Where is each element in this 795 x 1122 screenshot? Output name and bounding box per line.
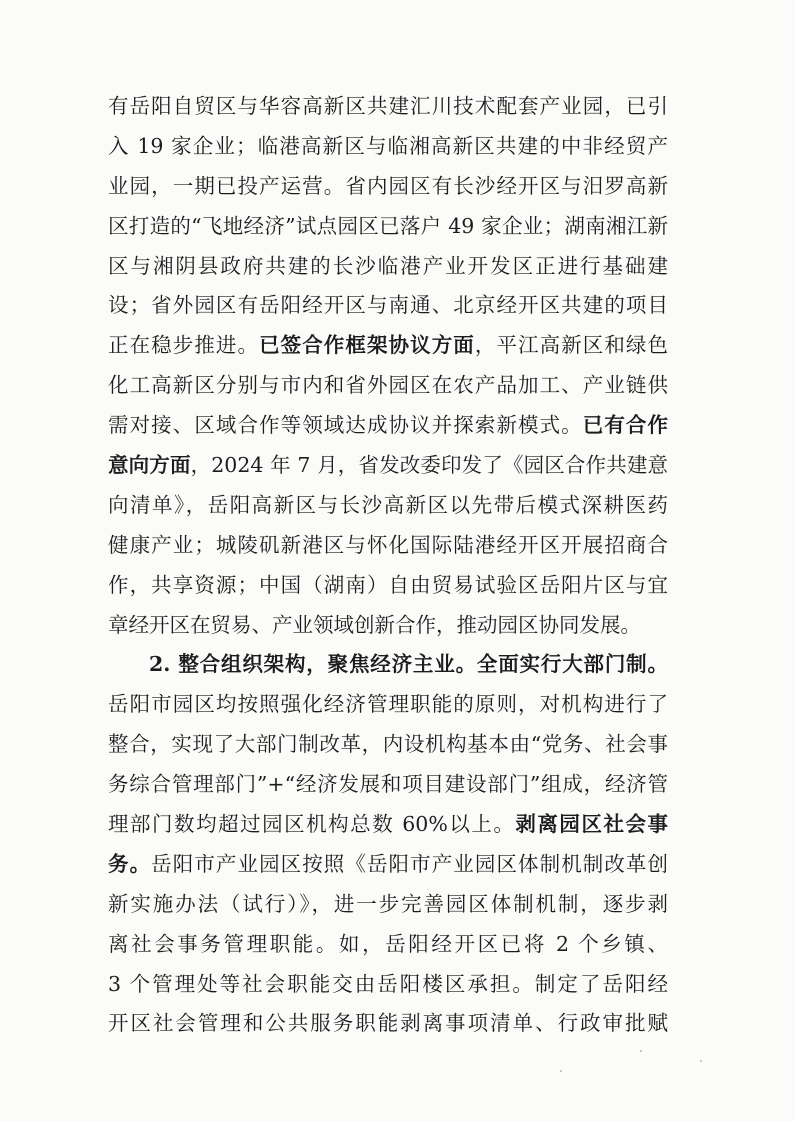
text-line	[108, 566, 668, 606]
text-run: 3 个管理处等社会职能交由岳阳楼区承担。制定了岳阳经	[108, 971, 668, 996]
text-line	[108, 127, 668, 167]
text-run: 区与湘阴县政府共建的长沙临港产业开发区正进行基础建	[108, 253, 668, 278]
text-run: 务综合管理部门”+“经济发展和项目建设部门”组成，经济管	[108, 772, 668, 797]
text-line	[108, 526, 668, 566]
text-line	[108, 486, 668, 526]
text-run: 岳阳市产业园区按照《岳阳市产业园区体制机制改革创	[151, 851, 668, 876]
text-line	[108, 925, 668, 965]
text-line	[108, 885, 668, 925]
bold-heading-run: 剥离园区社会事	[515, 812, 668, 837]
text-line	[108, 645, 668, 685]
scan-speck	[560, 1070, 562, 1072]
text-run: 区打造的“飞地经济”试点园区已落户 49 家企业；湖南湘江新	[108, 213, 668, 238]
text-run: 正在稳步推进。	[108, 333, 260, 358]
text-run: 理部门数均超过园区机构总数 60%以上。	[108, 812, 516, 837]
text-line	[108, 965, 668, 1005]
text-run: 章经开区在贸易、产业领域创新合作，推动园区协同发展。	[108, 612, 641, 637]
text-run: ，平江高新区和绿色	[474, 333, 668, 358]
text-run: 新实施办法（试行）》，进一步完善园区体制机制，逐步剥	[108, 891, 668, 916]
text-line	[108, 845, 668, 885]
scan-speck	[640, 1050, 642, 1052]
bold-heading-run: 已签合作框架协议方面	[259, 333, 475, 358]
body-text	[108, 87, 668, 1044]
bold-heading-run: 意向方面	[108, 453, 191, 478]
text-line	[108, 725, 668, 765]
text-run: 需对接、区域合作等领域达成协议并探索新模式。	[108, 413, 583, 438]
scan-speck	[700, 1060, 702, 1062]
text-line	[108, 167, 668, 207]
text-run: 开区社会管理和公共服务职能剥离事项清单、行政审批赋	[108, 1011, 668, 1036]
text-run: 作，共享资源；中国（湖南）自由贸易试验区岳阳片区与宜	[108, 572, 668, 597]
text-line	[108, 207, 668, 247]
text-run: ，2024 年 7 月，省发改委印发了《园区合作共建意	[190, 453, 668, 478]
text-line	[108, 366, 668, 406]
text-run: 整合，实现了大部门制改革，内设机构基本由“党务、社会事	[108, 732, 668, 757]
text-line	[108, 765, 668, 805]
text-line	[108, 286, 668, 326]
bold-heading-run: 务。	[108, 851, 152, 876]
text-run: 业园，一期已投产运营。省内园区有长沙经开区与汨罗高新	[108, 173, 668, 198]
text-line	[108, 446, 668, 486]
text-run: 岳阳市园区均按照强化经济管理职能的原则，对机构进行了	[108, 692, 668, 717]
text-line	[108, 87, 668, 127]
text-line	[108, 805, 668, 845]
bold-heading-run: 已有合作	[582, 413, 668, 438]
text-run: 化工高新区分别与市内和省外园区在农产品加工、产业链供	[108, 373, 668, 398]
text-run: 设；省外园区有岳阳经开区与南通、北京经开区共建的项目	[108, 293, 668, 318]
text-line	[108, 685, 668, 725]
text-run: 离社会事务管理职能。如，岳阳经开区已将 2 个乡镇、	[108, 931, 668, 956]
text-run: 入 19 家企业；临港高新区与临湘高新区共建的中非经贸产	[108, 133, 668, 158]
bold-heading-run: 2. 整合组织架构，聚焦经济主业。全面实行大部门制。	[149, 652, 668, 677]
text-run: 健康产业；城陵矶新港区与怀化国际陆港经开区开展招商合	[108, 532, 668, 557]
text-line	[108, 1004, 668, 1044]
text-line	[108, 247, 668, 287]
text-run: 向清单》，岳阳高新区与长沙高新区以先带后模式深耕医药	[108, 492, 668, 517]
text-line	[108, 606, 668, 646]
text-line	[108, 406, 668, 446]
text-run: 有岳阳自贸区与华容高新区共建汇川技术配套产业园，已引	[108, 94, 668, 118]
text-line	[108, 326, 668, 366]
